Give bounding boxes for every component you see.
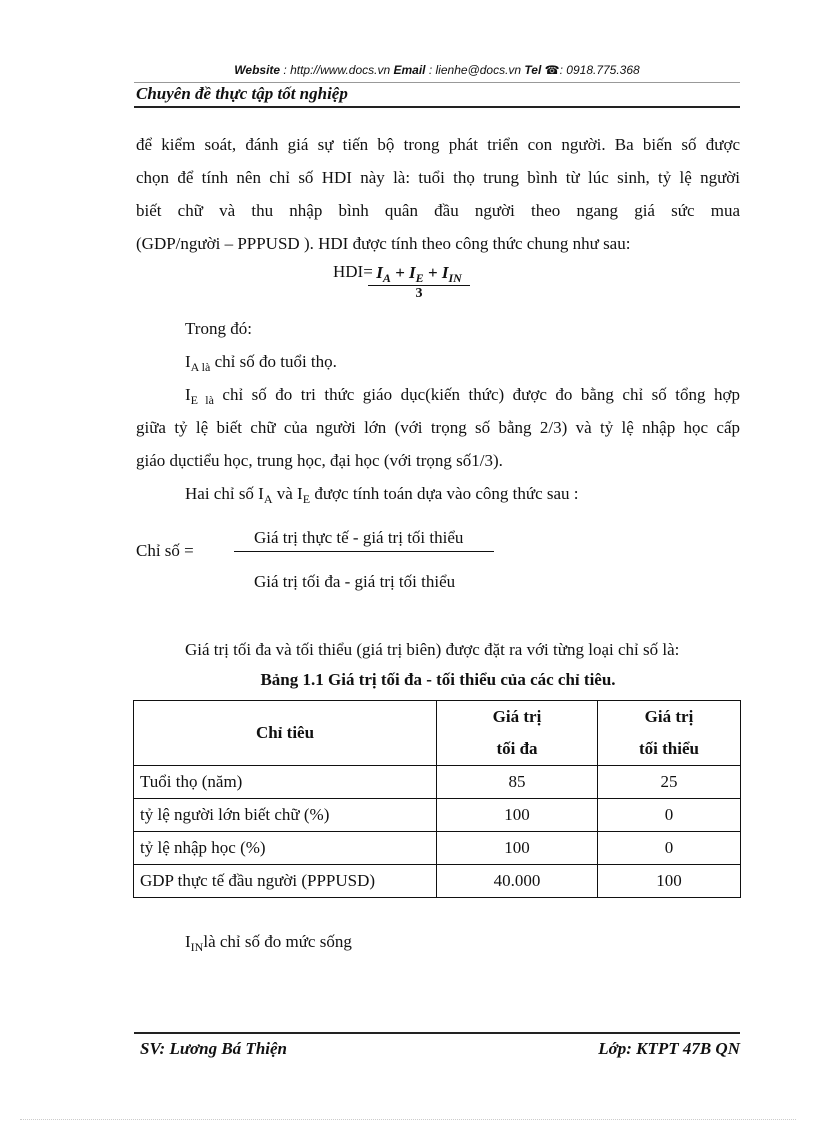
table-cell: 25 — [598, 766, 741, 799]
tel-label: Tel — [524, 63, 542, 77]
table-title: Bảng 1.1 Giá trị tối đa - tối thiểu của các chỉ tiêu. — [260, 670, 616, 689]
paragraph-line: Giá trị tối đa và tối thiểu (giá trị biên) được đặt ra với từng loại chỉ số là: — [185, 640, 680, 659]
table-cell: 40.000 — [437, 865, 598, 898]
min-max-table — [133, 700, 741, 898]
paragraph-line: (GDP/người – PPPUSD ). HDI được tính theo công thức chung như sau: — [136, 234, 631, 253]
hdi-formula-fraction — [368, 262, 470, 302]
table-cell: tỷ lệ nhập học (%) — [134, 832, 437, 865]
table-row — [134, 832, 741, 865]
table-cell: GDP thực tế đầu người (PPPUSD) — [134, 865, 437, 898]
hdi-formula-lhs: HDI= — [333, 262, 373, 281]
fraction-bar — [234, 551, 494, 552]
header-divider-thick — [134, 106, 740, 108]
phone-icon: ☎ — [544, 63, 560, 77]
tel-value: : 0918.775.368 — [559, 63, 640, 77]
table-cell: 100 — [598, 865, 741, 898]
chi-so-label: Chỉ số = — [136, 541, 194, 560]
paragraph-line: giữa tỷ lệ biết chữ của người lớn (với trọng số bằng 2/3) và tỷ lệ nhập học cấp — [136, 418, 740, 437]
document-title: Chuyên đề thực tập tốt nghiệp — [136, 84, 348, 103]
header-cell: Chỉ tiêu — [134, 701, 437, 766]
page-header-contact — [134, 63, 740, 77]
footer-class: Lớp: KTPT 47B QN — [598, 1039, 740, 1058]
hdi-formula-numerator: $I_A + I_E + I_{IN}$ — [368, 262, 470, 286]
table-cell: 0 — [598, 799, 741, 832]
table-cell: 0 — [598, 832, 741, 865]
email-label: Email — [393, 63, 426, 77]
email-value: : lienhe@docs.vn — [428, 63, 522, 77]
header-divider-thin — [134, 82, 740, 83]
header-cell: Giá trị tối đa — [437, 701, 598, 766]
chi-so-denominator: Giá trị tối đa - giá trị tối thiểu — [254, 572, 456, 591]
table-row — [134, 766, 741, 799]
hai-chi-so-line: Hai chỉ số $I_A$ và $I_E$ được tính toán dựa vào công thức sau : — [185, 484, 579, 506]
table-header-row — [134, 701, 741, 766]
table-cell: 100 — [437, 832, 598, 865]
table-cell: 100 — [437, 799, 598, 832]
chi-so-numerator: Giá trị thực tế - giá trị tối thiểu — [254, 528, 464, 547]
table-row — [134, 799, 741, 832]
paragraph-line: giáo dụctiểu học, trung học, đại học (với trọng số1/3). — [136, 451, 503, 470]
table-row — [134, 865, 741, 898]
page-edge-divider — [20, 1119, 796, 1120]
website-value: : http://www.docs.vn — [283, 63, 391, 77]
paragraph-line: để kiểm soát, đánh giá sự tiến bộ trong phát triển con người. Ba biến số được — [136, 135, 740, 154]
ie-definition: $I_{E là}$ chỉ số đo tri thức giáo dục(kiến thức) được đo bằng chỉ số tổng hợp — [185, 385, 740, 407]
website-label: Website — [234, 63, 281, 77]
table-cell: Tuổi thọ (năm) — [134, 766, 437, 799]
paragraph-line: Trong đó: — [185, 319, 252, 338]
header-cell: Giá trị tối thiểu — [598, 701, 741, 766]
table-cell: tỷ lệ người lớn biết chữ (%) — [134, 799, 437, 832]
iin-definition: $I_{IN}là$ chỉ số đo mức sống — [185, 932, 352, 954]
paragraph-line: chọn để tính nên chỉ số HDI này là: tuổi thọ trung bình từ lúc sinh, tỷ lệ người — [136, 168, 740, 187]
footer-divider — [134, 1032, 740, 1034]
ia-definition: $I_{A là}$ chỉ số đo tuổi thọ. — [185, 352, 337, 374]
hdi-formula-denominator: 3 — [415, 286, 423, 301]
paragraph-line: biết chữ và thu nhập bình quân đầu người theo ngang giá sức mua — [136, 201, 740, 220]
footer-student: SV: Lương Bá Thiện — [140, 1039, 287, 1058]
table-cell: 85 — [437, 766, 598, 799]
